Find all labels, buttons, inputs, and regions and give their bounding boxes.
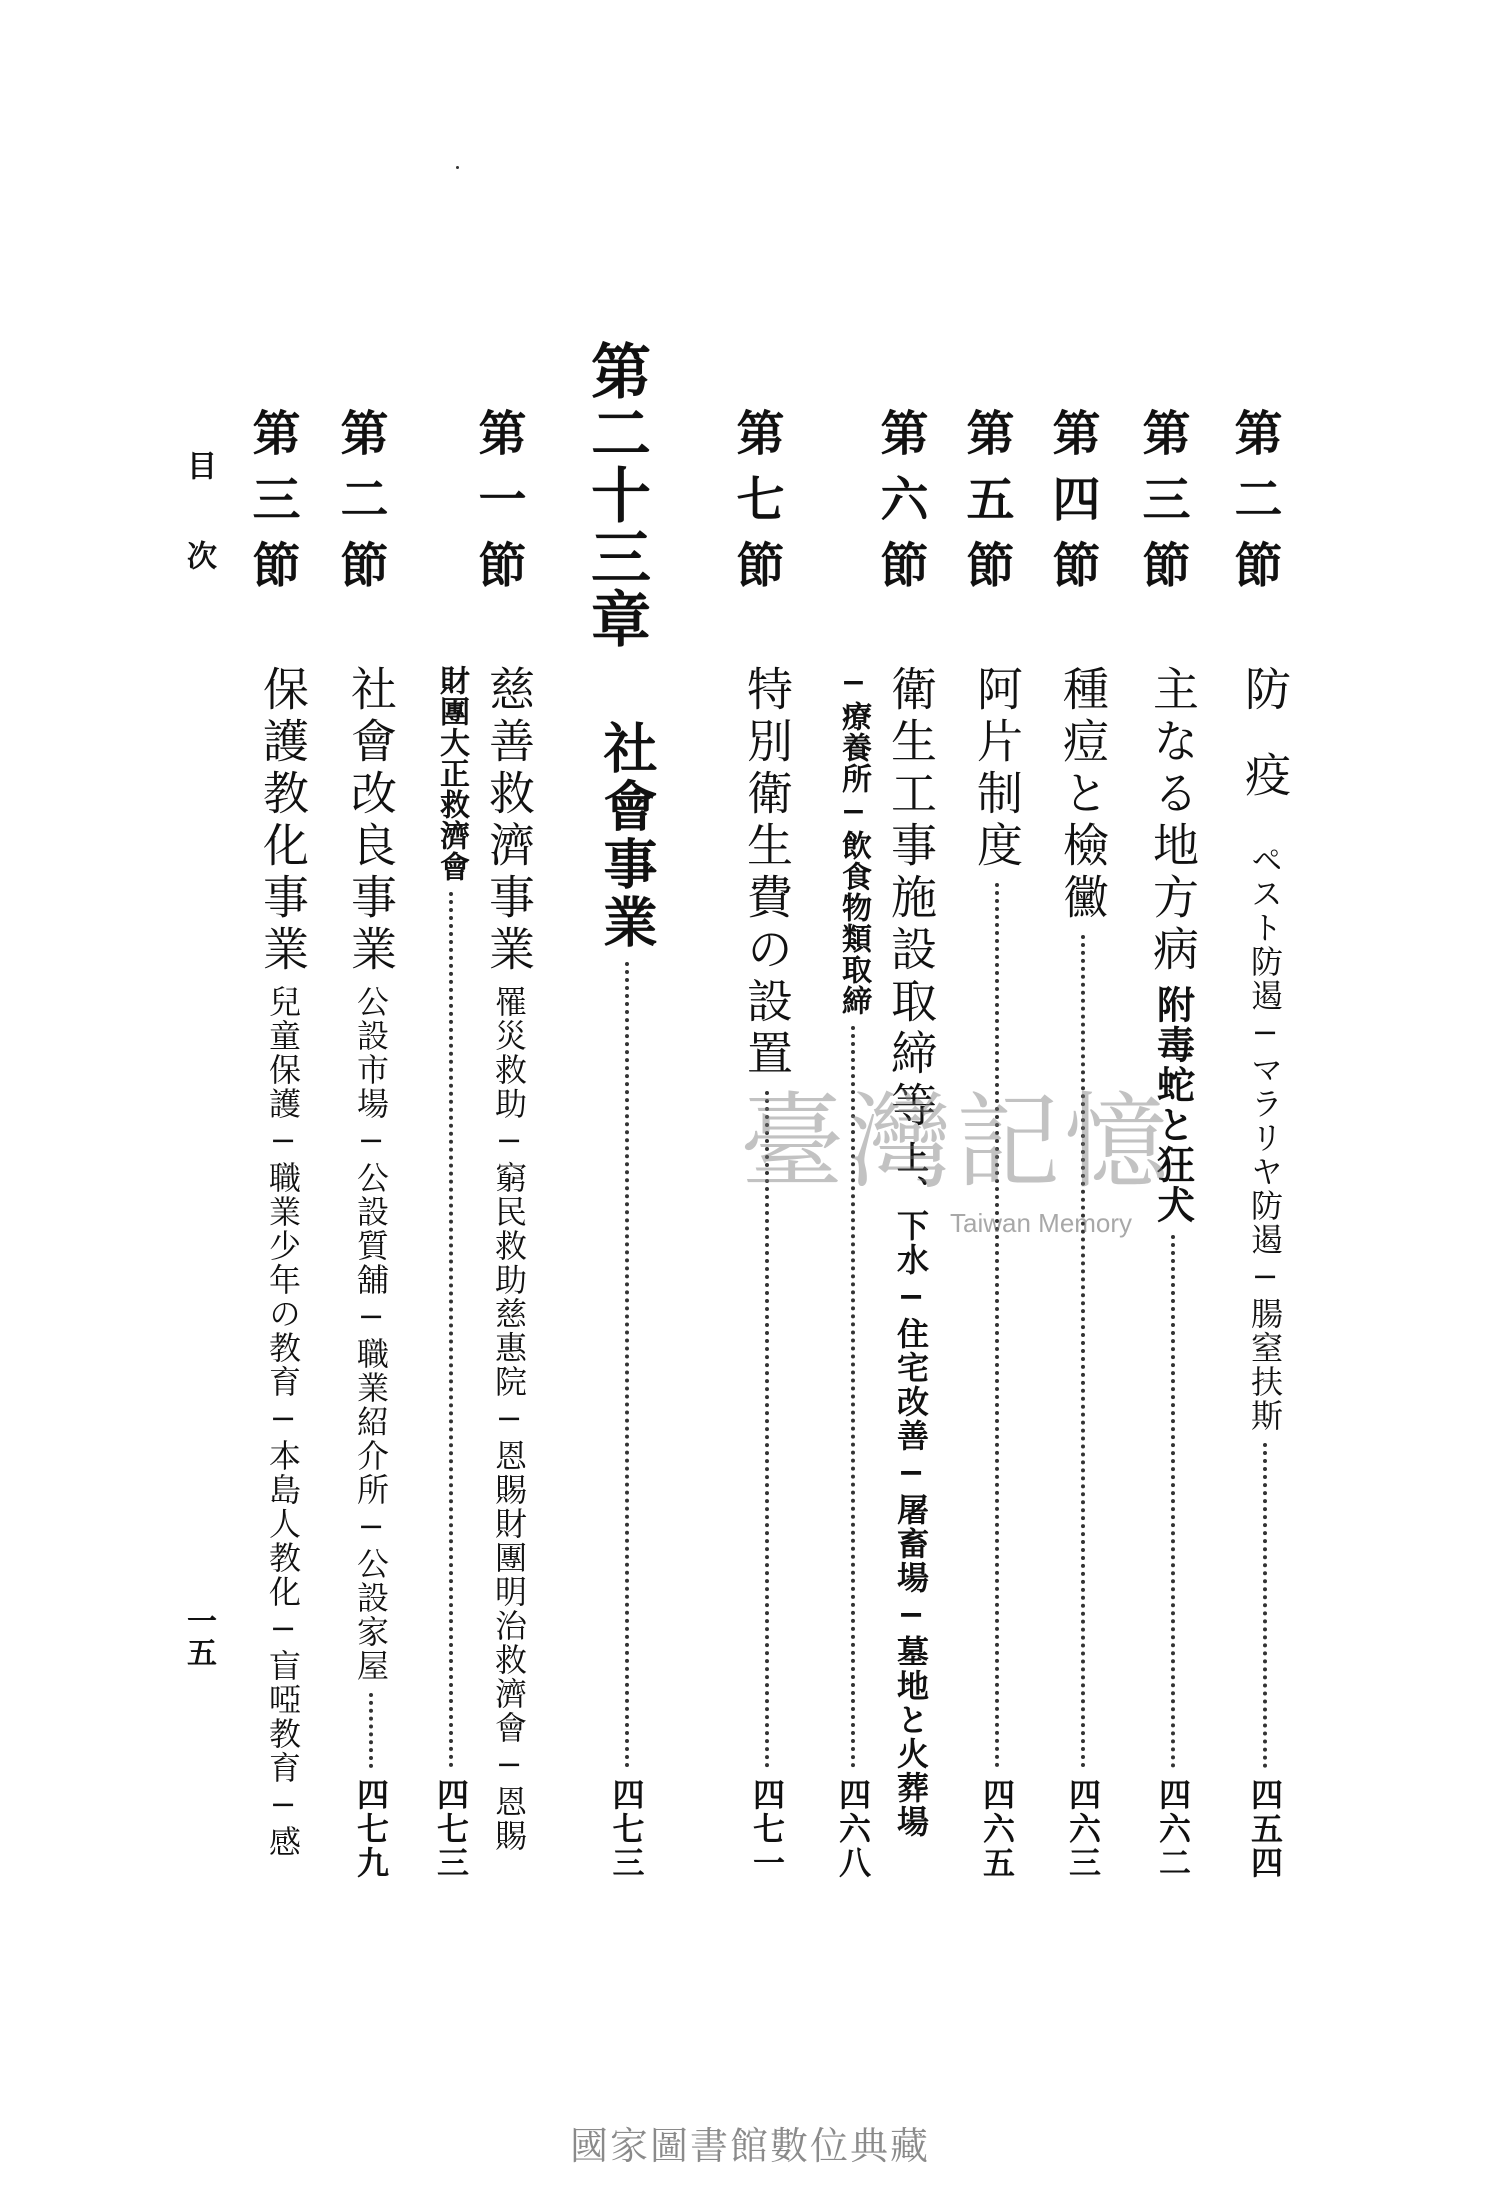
toc-entry[interactable] <box>1140 665 1206 1880</box>
entry-title: 慈善救濟事業 <box>482 665 536 977</box>
entry-subtitle: 上、下水−住宅改善−屠畜場−墓地と火葬場 <box>892 1141 930 1839</box>
section-label: 第五節 <box>958 408 1014 606</box>
toc-entry-continued[interactable] <box>830 665 876 1880</box>
page-number: 四七三 <box>607 1778 646 1880</box>
leader-dots <box>625 962 629 1768</box>
watermark-logo: 臺灣記憶 <box>740 1081 1173 1203</box>
toc-entry[interactable] <box>1050 665 1116 1880</box>
page-speck <box>456 166 459 169</box>
entry-subtitle: 公設市場−公設質舖−職業紹介所−公設家屋 <box>352 985 390 1683</box>
entry-subtitle: 附毒蛇と狂犬 <box>1150 985 1195 1225</box>
section-label: 第四節 <box>1044 408 1100 606</box>
section-label: 第三節 <box>244 408 300 606</box>
chapter-title: 社會事業 <box>595 720 658 952</box>
leader-dots <box>449 892 453 1768</box>
toc-entry[interactable] <box>734 665 800 1880</box>
leader-dots <box>1081 935 1085 1768</box>
section-label: 第七節 <box>728 408 784 606</box>
page-number: 四六三 <box>1064 1778 1102 1880</box>
watermark-subtitle: Taiwan Memory <box>950 1208 1133 1238</box>
entry-title: 社會改良事業 <box>344 665 398 977</box>
leader-dots <box>995 883 999 1768</box>
page-number: 四六八 <box>834 1778 872 1880</box>
entry-title: 主なる地方病 <box>1146 665 1200 977</box>
entry-subtitle: 兒童保護−職業少年の教育−本島人教化−盲啞教育−感 <box>264 985 302 1859</box>
page-number: 四五四 <box>1246 1778 1284 1880</box>
entry-subtitle: ペスト防遏−マラリヤ防遏−腸窒扶斯 <box>1246 843 1284 1433</box>
section-label: 第三節 <box>1134 408 1190 606</box>
toc-entry[interactable] <box>250 665 316 1859</box>
toc-entry[interactable] <box>476 665 542 1853</box>
section-label: 第一節 <box>470 408 526 606</box>
toc-entry[interactable] <box>1232 665 1298 1880</box>
leader-dots <box>1263 1443 1267 1768</box>
leader-dots <box>765 1091 769 1768</box>
page-number: 四六五 <box>978 1778 1016 1880</box>
page-number: 四七一 <box>748 1778 786 1880</box>
section-label: 第二節 <box>1226 408 1282 606</box>
leader-dots <box>369 1693 373 1768</box>
page-folio: 一五 <box>181 1605 216 1669</box>
toc-entry[interactable] <box>964 665 1030 1880</box>
chapter-entry[interactable] <box>588 720 665 1880</box>
page-number: 四六二 <box>1154 1778 1192 1880</box>
entry-subtitle: 罹災救助−窮民救助慈惠院−恩賜財團明治救濟會−恩賜 <box>490 985 528 1853</box>
page-number: 四七三 <box>432 1778 470 1880</box>
toc-entry[interactable] <box>878 665 944 1839</box>
chapter-heading: 第二十三章 <box>581 340 651 650</box>
section-label: 第二節 <box>332 408 388 606</box>
entry-title: 種痘と檢黴 <box>1056 665 1110 925</box>
section-label: 第六節 <box>872 408 928 606</box>
entry-title: 特別衛生費の設置 <box>740 665 794 1081</box>
footer-credit: 國家圖書館數位典藏 <box>569 2124 930 2168</box>
page-number: 四七九 <box>352 1778 390 1880</box>
leader-dots <box>1171 1235 1175 1768</box>
entry-subtitle-continued: −療養所−飲食物類取締 <box>836 665 871 1016</box>
toc-entry[interactable] <box>338 665 404 1880</box>
entry-title: 防疫 <box>1238 665 1292 837</box>
entry-title: 保護教化事業 <box>256 665 310 977</box>
entry-title: 阿片制度 <box>970 665 1024 873</box>
running-header: 目次 <box>181 450 216 630</box>
toc-entry-continued[interactable] <box>428 665 474 1880</box>
entry-subtitle-continued: 財團大正救濟會 <box>434 665 469 882</box>
leader-dots <box>851 1026 855 1768</box>
entry-title: 衛生工事施設取締等 <box>884 665 938 1133</box>
